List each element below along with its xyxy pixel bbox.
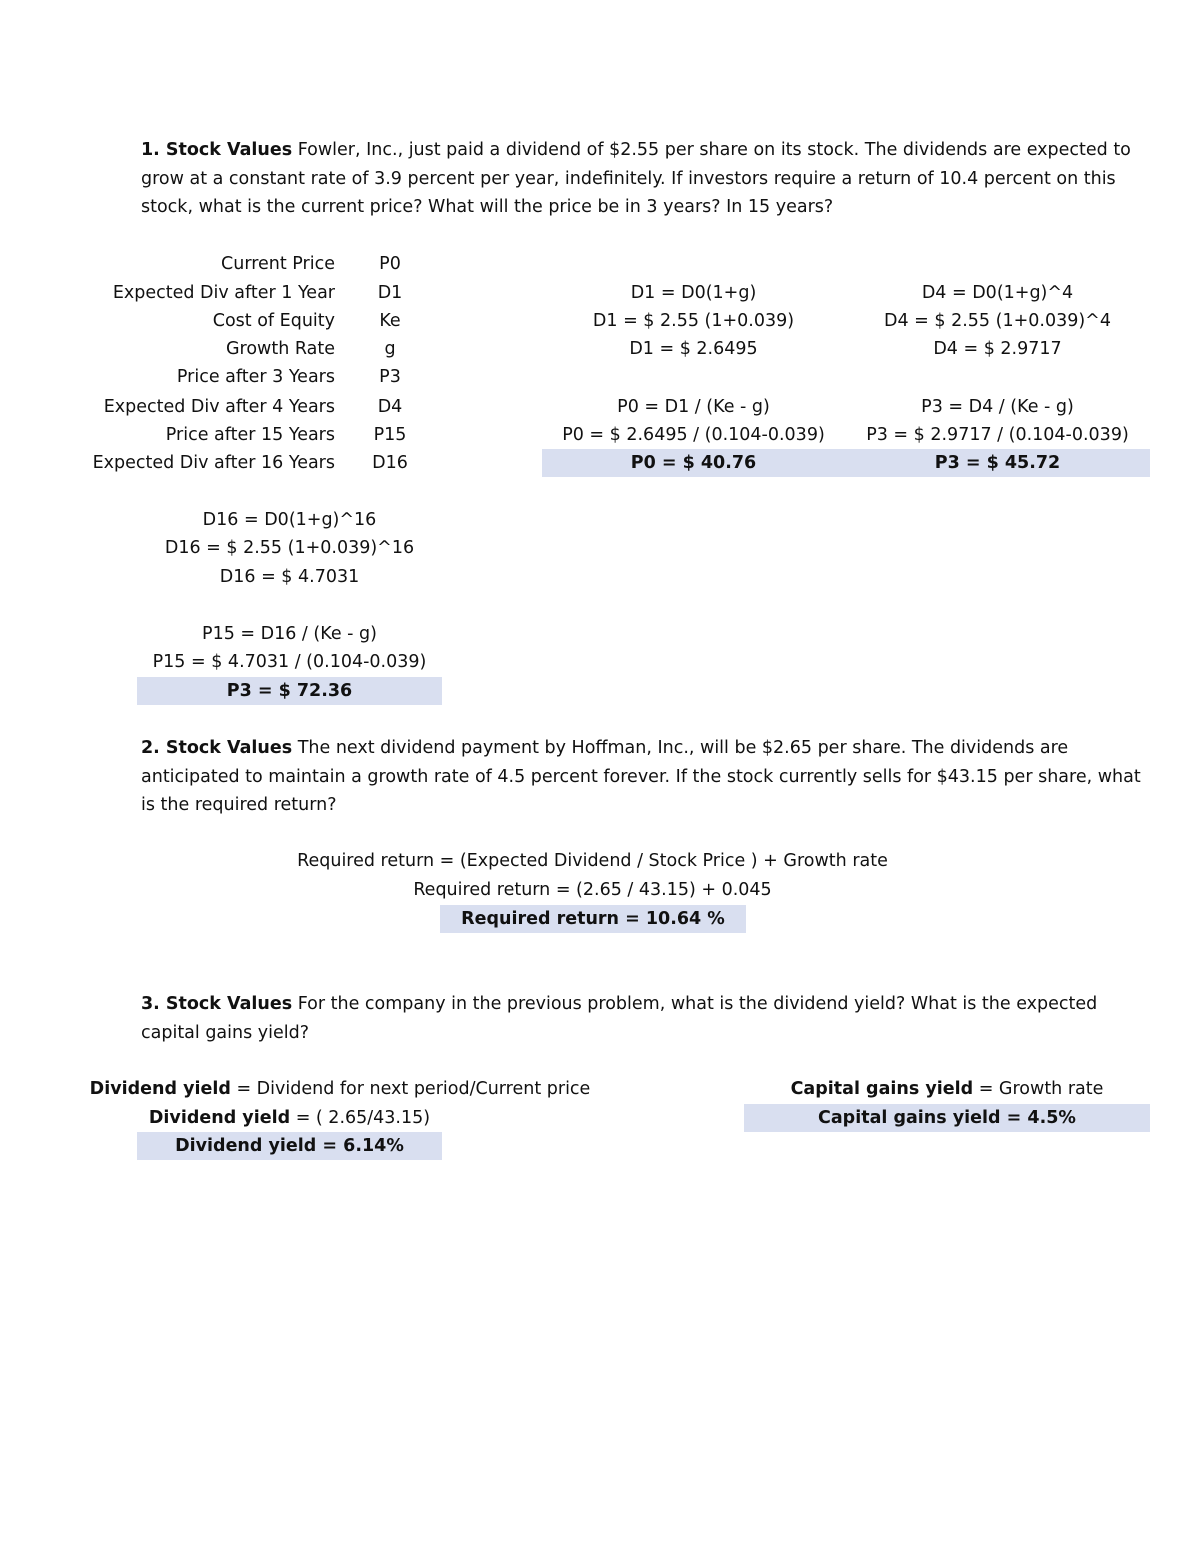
var-label: Cost of Equity: [212, 311, 335, 331]
var-label: Price after 3 Years: [176, 367, 335, 387]
p0-substitution: P0 = $ 2.6495 / (0.104-0.039): [562, 425, 825, 445]
dividend-yield-formula-rest: = Dividend for next period/Current price: [230, 1079, 591, 1099]
var-symbol: D16: [372, 453, 408, 473]
question-3-text: [141, 990, 1151, 1047]
p0-result: P0 = $ 40.76: [542, 449, 845, 477]
dividend-yield-result: Dividend yield = 6.14%: [137, 1132, 442, 1160]
required-return-substitution: Required return = (2.65 / 43.15) + 0.045: [413, 880, 772, 900]
d4-formula: D4 = D0(1+g)^4: [921, 283, 1074, 303]
d4-substitution: D4 = $ 2.55 (1+0.039)^4: [884, 311, 1111, 331]
question-3-title: 3. Stock Values: [141, 994, 293, 1014]
var-label: Expected Div after 4 Years: [103, 397, 335, 417]
p15-result: P3 = $ 72.36: [137, 677, 442, 705]
capital-gains-formula: [744, 1075, 1150, 1103]
var-label: Growth Rate: [225, 339, 335, 359]
var-symbol: g: [384, 339, 396, 359]
question-1-title: 1. Stock Values: [141, 140, 293, 160]
p15-substitution: P15 = $ 4.7031 / (0.104-0.039): [152, 652, 427, 672]
d4-result: D4 = $ 2.9717: [933, 339, 1062, 359]
var-label: Expected Div after 1 Year: [112, 283, 335, 303]
capital-gains-formula-rest: = Growth rate: [973, 1079, 1104, 1099]
question-2-text: [141, 734, 1151, 820]
var-symbol: P15: [373, 425, 407, 445]
d16-substitution: D16 = $ 2.55 (1+0.039)^16: [164, 538, 415, 558]
question-3-body: For the company in the previous problem, what is the dividend yield? What is the expected capital gains yield?: [141, 994, 1098, 1043]
d1-substitution: D1 = $ 2.55 (1+0.039): [592, 311, 795, 331]
capital-gains-label: Capital gains yield: [790, 1079, 974, 1099]
p3-result: P3 = $ 45.72: [845, 449, 1150, 477]
p3-substitution: P3 = $ 2.9717 / (0.104-0.039): [866, 425, 1129, 445]
question-2-body: The next dividend payment by Hoffman, Inc., will be $2.65 per share. The dividends are anticipated to maintain a growth rate of 4.5 percent forever. If the stock currently sells for $43.15 per share, what is the required return?: [141, 738, 1141, 815]
question-1-text: [141, 136, 1151, 222]
dividend-yield-substitution: [137, 1104, 442, 1132]
dividend-yield-substitution-rest: = ( 2.65/43.15): [290, 1108, 431, 1128]
question-1-body: Fowler, Inc., just paid a dividend of $2.55 per share on its stock. The dividends are expected to grow at a constant rate of 3.9 percent per year, indefinitely. If investors require a return of 10.4 percent on this stock, what is the current price? What will the price be in 3 years? In 15 years?: [141, 140, 1131, 217]
var-symbol: D1: [377, 283, 403, 303]
dividend-yield-label: Dividend yield: [148, 1108, 291, 1128]
d1-formula: D1 = D0(1+g): [630, 283, 757, 303]
p15-formula: P15 = D16 / (Ke - g): [202, 624, 377, 644]
var-symbol: P3: [379, 367, 401, 387]
d16-result: D16 = $ 4.7031: [219, 567, 360, 587]
var-symbol: P0: [379, 254, 401, 274]
p0-formula: P0 = D1 / (Ke - g): [617, 397, 770, 417]
var-label: Price after 15 Years: [165, 425, 335, 445]
dividend-yield-label: Dividend yield: [89, 1079, 231, 1099]
var-label: Current Price: [221, 254, 335, 274]
p3-formula: P3 = D4 / (Ke - g): [921, 397, 1074, 417]
d1-result: D1 = $ 2.6495: [629, 339, 758, 359]
var-label: Expected Div after 16 Years: [92, 453, 335, 473]
var-symbol: D4: [377, 397, 403, 417]
required-return-result: Required return = 10.64 %: [440, 905, 746, 933]
capital-gains-result: Capital gains yield = 4.5%: [744, 1104, 1150, 1132]
question-2-title: 2. Stock Values: [141, 738, 293, 758]
required-return-formula: Required return = (Expected Dividend / Stock Price ) + Growth rate: [297, 851, 888, 871]
var-symbol: Ke: [379, 311, 401, 331]
dividend-yield-formula: [40, 1075, 640, 1103]
d16-formula: D16 = D0(1+g)^16: [202, 510, 377, 530]
